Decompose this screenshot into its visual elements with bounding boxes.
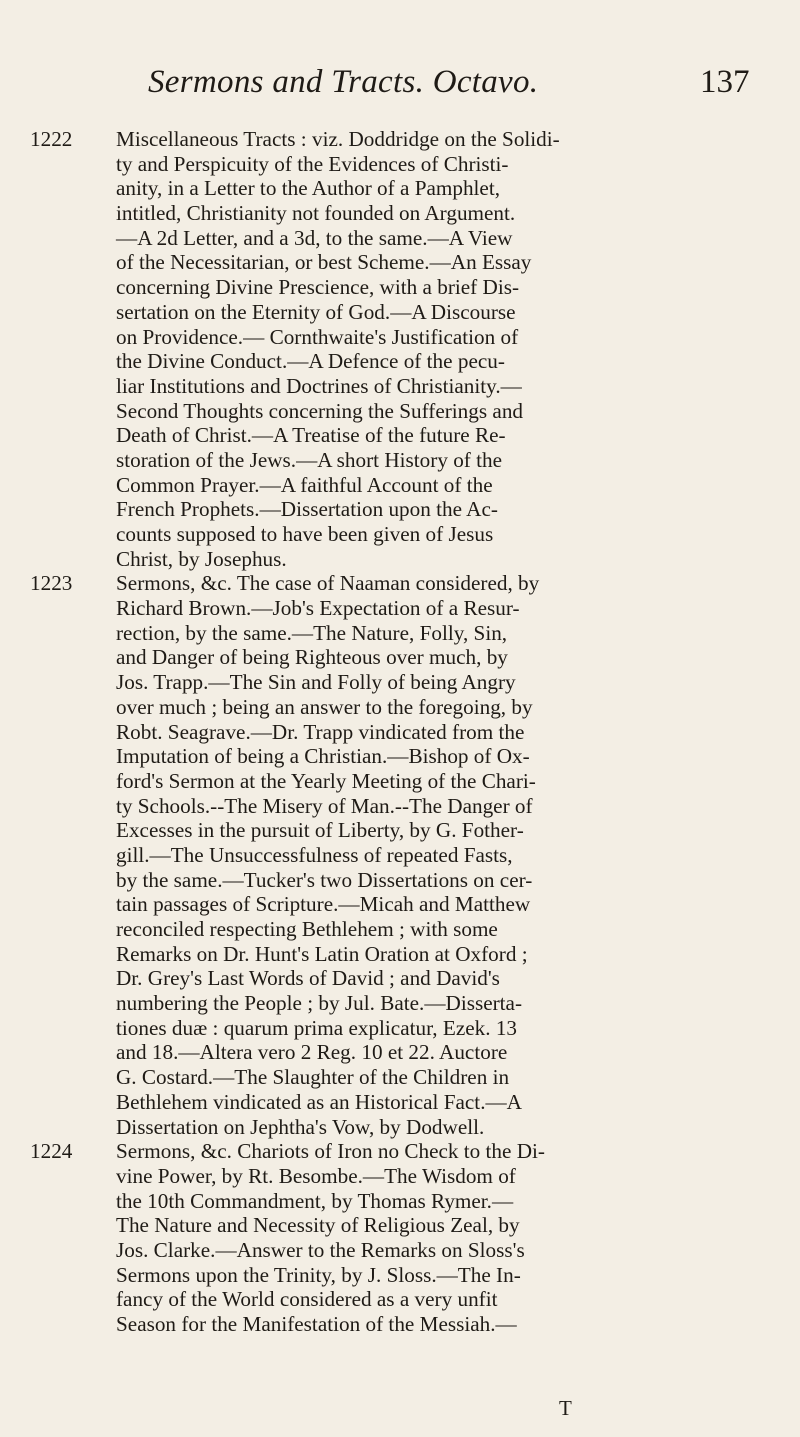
entry-text: Miscellaneous Tracts : viz. Doddridge on the Solidi- xyxy=(116,127,560,151)
entry-line xyxy=(30,423,770,448)
entry-line xyxy=(30,596,770,621)
entry-line xyxy=(30,473,770,498)
entry-line xyxy=(30,966,770,991)
entry-text: Death of Christ.—A Treatise of the future Re- xyxy=(116,423,506,448)
entry-text: Dr. Grey's Last Words of David ; and David's xyxy=(116,966,500,991)
entry-line xyxy=(30,769,770,794)
entry-line xyxy=(30,621,770,646)
entry-line xyxy=(30,374,770,399)
entry-text: gill.—The Unsuccessfulness of repeated Fasts, xyxy=(116,842,513,867)
entry-line xyxy=(30,325,770,350)
catalogue-entry xyxy=(30,1139,770,1337)
entry-text: —A 2d Letter, and a 3d, to the same.—A View xyxy=(116,225,513,250)
entry-line xyxy=(30,201,770,226)
entry-text: Richard Brown.—Job's Expectation of a Resur- xyxy=(116,596,520,621)
entry-text: Excesses in the pursuit of Liberty, by G. Fother- xyxy=(116,818,524,843)
entry-text: Dissertation on Jephtha's Vow, by Dodwell. xyxy=(116,1114,485,1139)
entry-text: Jos. Clarke.—Answer to the Remarks on Sloss's xyxy=(116,1237,525,1262)
entry-line xyxy=(30,1065,770,1090)
catalogue-entry xyxy=(30,571,770,1139)
entry-text: The Nature and Necessity of Religious Zeal, by xyxy=(116,1213,520,1238)
entry-line xyxy=(30,1238,770,1263)
lot-number: 1222 xyxy=(30,127,73,151)
entry-text: sertation on the Eternity of God.—A Discourse xyxy=(116,299,516,324)
entry-line xyxy=(30,547,770,572)
entry-text: Jos. Trapp.—The Sin and Folly of being Angry xyxy=(116,670,516,695)
entry-text: over much ; being an answer to the foregoing, by xyxy=(116,694,533,719)
entry-line xyxy=(30,645,770,670)
entry-text: tiones duæ : quarum prima explicatur, Ezek. 13 xyxy=(116,1015,518,1040)
entry-text: of the Necessitarian, or best Scheme.—An Essay xyxy=(116,250,532,275)
entry-text: G. Costard.—The Slaughter of the Children in xyxy=(116,1065,510,1090)
entry-line xyxy=(30,1016,770,1041)
entry-text: tain passages of Scripture.—Micah and Matthew xyxy=(116,892,531,917)
entry-line xyxy=(30,448,770,473)
entry-line xyxy=(30,152,770,177)
entry-line xyxy=(30,868,770,893)
entry-text: Bethlehem vindicated as an Historical Fact.—A xyxy=(116,1089,522,1114)
entry-text: concerning Divine Prescience, with a brief Dis- xyxy=(116,275,520,300)
entry-text: Sermons, &c. Chariots of Iron no Check to the Di- xyxy=(116,1139,545,1164)
entry-line xyxy=(30,127,770,152)
entry-line xyxy=(30,1090,770,1115)
catchword: T xyxy=(559,1396,572,1420)
entry-text: Remarks on Dr. Hunt's Latin Oration at Oxford ; xyxy=(116,941,528,966)
entry-text: Common Prayer.—A faithful Account of the xyxy=(116,472,493,497)
entry-text: fancy of the World considered as a very unfit xyxy=(116,1287,498,1312)
entry-line xyxy=(30,1040,770,1065)
entry-line xyxy=(30,720,770,745)
entry-text: French Prophets.—Dissertation upon the Ac- xyxy=(116,497,498,522)
entry-line xyxy=(30,300,770,325)
entry-line xyxy=(30,843,770,868)
entry-text: anity, in a Letter to the Author of a Pamphlet, xyxy=(116,176,501,201)
entry-text: storation of the Jews.—A short History of the xyxy=(116,447,503,472)
entry-line xyxy=(30,571,770,596)
entry-text: the 10th Commandment, by Thomas Rymer.— xyxy=(116,1188,514,1213)
entry-text: Season for the Manifestation of the Messiah.— xyxy=(116,1312,517,1336)
entry-line xyxy=(30,818,770,843)
entry-text: and 18.—Altera vero 2 Reg. 10 et 22. Auctore xyxy=(116,1040,508,1065)
entry-line xyxy=(30,670,770,695)
entry-line xyxy=(30,275,770,300)
entry-line xyxy=(30,1115,770,1140)
entry-text: the Divine Conduct.—A Defence of the pecu- xyxy=(116,349,505,374)
running-title: Sermons and Tracts. Octavo. xyxy=(148,64,539,100)
entry-line xyxy=(30,226,770,251)
entry-line xyxy=(30,1263,770,1288)
lot-number: 1224 xyxy=(30,1139,73,1164)
entry-text: numbering the People ; by Jul. Bate.—Disserta- xyxy=(116,991,523,1016)
entry-text: vine Power, by Rt. Besombe.—The Wisdom of xyxy=(116,1163,516,1188)
entry-text: Sermons, &c. The case of Naaman considered, by xyxy=(116,571,540,596)
entry-text: liar Institutions and Doctrines of Christianity.— xyxy=(116,373,522,398)
entry-text: ty and Perspicuity of the Evidences of Christi- xyxy=(116,151,509,176)
entry-line xyxy=(30,1164,770,1189)
entry-text: by the same.—Tucker's two Dissertations on cer- xyxy=(116,867,533,892)
entry-text: Second Thoughts concerning the Sufferings and xyxy=(116,398,524,423)
entry-line xyxy=(30,917,770,942)
entry-line xyxy=(30,794,770,819)
entry-text: reconciled respecting Bethlehem ; with some xyxy=(116,917,498,941)
entry-text: rection, by the same.—The Nature, Folly, Sin, xyxy=(116,620,508,645)
entry-text: ford's Sermon at the Yearly Meeting of the Chari- xyxy=(116,768,536,793)
lot-number: 1223 xyxy=(30,571,73,596)
entry-text: on Providence.— Cornthwaite's Justification of xyxy=(116,324,519,349)
entry-line xyxy=(30,1213,770,1238)
entry-text: intitled, Christianity not founded on Argument. xyxy=(116,201,516,226)
entry-text: Imputation of being a Christian.—Bishop of Ox- xyxy=(116,744,530,769)
page-number: 137 xyxy=(700,64,750,100)
entry-text: Christ, by Josephus. xyxy=(116,546,287,571)
entry-line xyxy=(30,1312,770,1337)
entry-line xyxy=(30,349,770,374)
catalogue-entries xyxy=(30,127,770,1337)
entry-line xyxy=(30,399,770,424)
entry-text: Robt. Seagrave.—Dr. Trapp vindicated from the xyxy=(116,719,525,744)
entry-line xyxy=(30,176,770,201)
entry-line xyxy=(30,1139,770,1164)
entry-line xyxy=(30,522,770,547)
entry-line xyxy=(30,1287,770,1312)
page-header xyxy=(0,64,800,114)
entry-line xyxy=(30,497,770,522)
catalogue-entry xyxy=(30,127,770,571)
entry-text: counts supposed to have been given of Jesus xyxy=(116,522,494,546)
entry-line xyxy=(30,991,770,1016)
entry-text: and Danger of being Righteous over much, by xyxy=(116,645,508,670)
entry-line xyxy=(30,695,770,720)
entry-line xyxy=(30,942,770,967)
entry-line xyxy=(30,892,770,917)
entry-line xyxy=(30,744,770,769)
entry-text: Sermons upon the Trinity, by J. Sloss.—The In- xyxy=(116,1262,521,1287)
entry-text: ty Schools.--The Misery of Man.--The Danger of xyxy=(116,793,533,818)
entry-line xyxy=(30,1189,770,1214)
entry-line xyxy=(30,250,770,275)
